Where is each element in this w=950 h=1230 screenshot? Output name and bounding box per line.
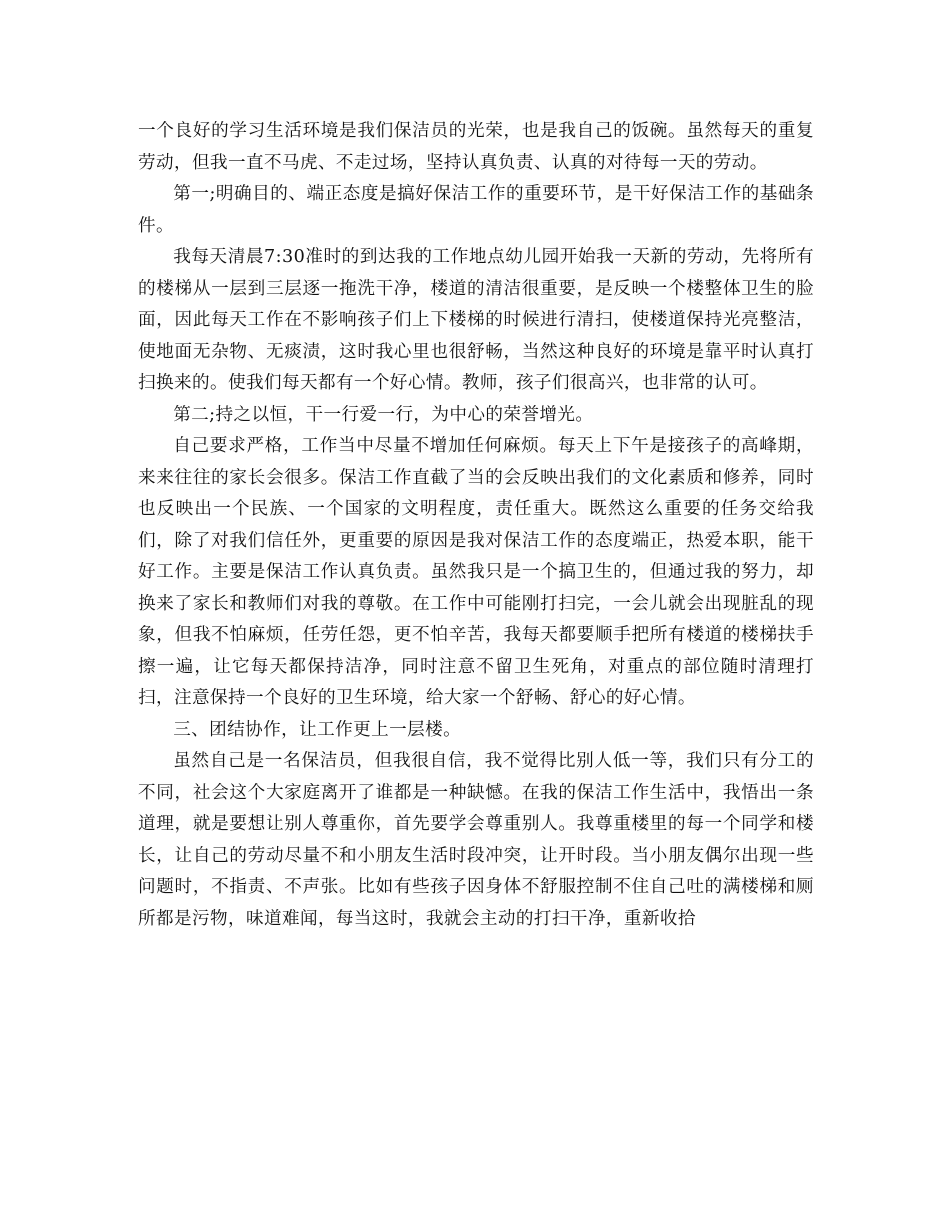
paragraph-5: 自己要求严格，工作当中尽量不增加任何麻烦。每天上下午是接孩子的高峰期，来来往往的家长会很多。保洁工作直截了当的会反映出我们的文化素质和修养，同时也反映出一个民族、一个国家的文明程度，责任重大。既然这么重要的任务交给我们，除了对我们信任外，更重要的原因是我对保洁工作的态度端正，热爱本职，能干好工作。主要是保洁工作认真负责。虽然我只是一个搞卫生的，但通过我的努力，却换来了家长和教师们对我的尊敬。在工作中可能刚打扫完，一会儿就会出现脏乱的现象，但我不怕麻烦，任劳任怨，更不怕辛苦，我每天都要顺手把所有楼道的楼梯扶手擦一遍，让它每天都保持洁净，同时注意不留卫生死角，对重点的部位随时清理打扫，注意保持一个良好的卫生环境，给大家一个舒畅、舒心的好心情。 xyxy=(138,436,814,708)
paragraph-1: 一个良好的学习生活环境是我们保洁员的光荣，也是我自己的饭碗。虽然每天的重复劳动，但我一直不马虎、不走过场，坚持认真负责、认真的对待每一天的劳动。 xyxy=(138,121,814,173)
paragraph-2: 第一;明确目的、端正态度是搞好保洁工作的重要环节，是干好保洁工作的基础条件。 xyxy=(138,184,814,236)
paragraph-7: 虽然自己是一名保洁员，但我很自信，我不觉得比别人低一等，我们只有分工的不同，社会这个大家庭离开了谁都是一种缺憾。在我的保洁工作生活中，我悟出一条道理，就是要想让别人尊重你，首先要学会尊重别人。我尊重楼里的每一个同学和楼长，让自己的劳动尽量不和小朋友生活时段冲突，让开时段。当小朋友偶尔出现一些问题时，不指责、不声张。比如有些孩子因身体不舒服控制不住自己吐的满楼梯和厕所都是污物，味道难闻，每当这时，我就会主动的打扫干净，重新收拾 xyxy=(138,751,814,929)
paragraph-4: 第二;持之以恒，干一行爱一行，为中心的荣誉增光。 xyxy=(173,404,594,425)
paragraph-3: 我每天清晨7:30准时的到达我的工作地点幼儿园开始我一天新的劳动，先将所有的楼梯从一层到三层逐一拖洗干净，楼道的清洁很重要，是反映一个楼整体卫生的脸面，因此每天工作在不影响孩子们上下楼梯的时候进行清扫，使楼道保持光亮整洁，使地面无杂物、无痰渍，这时我心里也很舒畅，当然这种良好的环境是靠平时认真打扫换来的。使我们每天都有一个好心情。教师，孩子们很高兴，也非常的认可。 xyxy=(138,247,814,393)
paragraph-6: 三、团结协作，让工作更上一层楼。 xyxy=(173,719,462,740)
document-body xyxy=(138,116,814,935)
